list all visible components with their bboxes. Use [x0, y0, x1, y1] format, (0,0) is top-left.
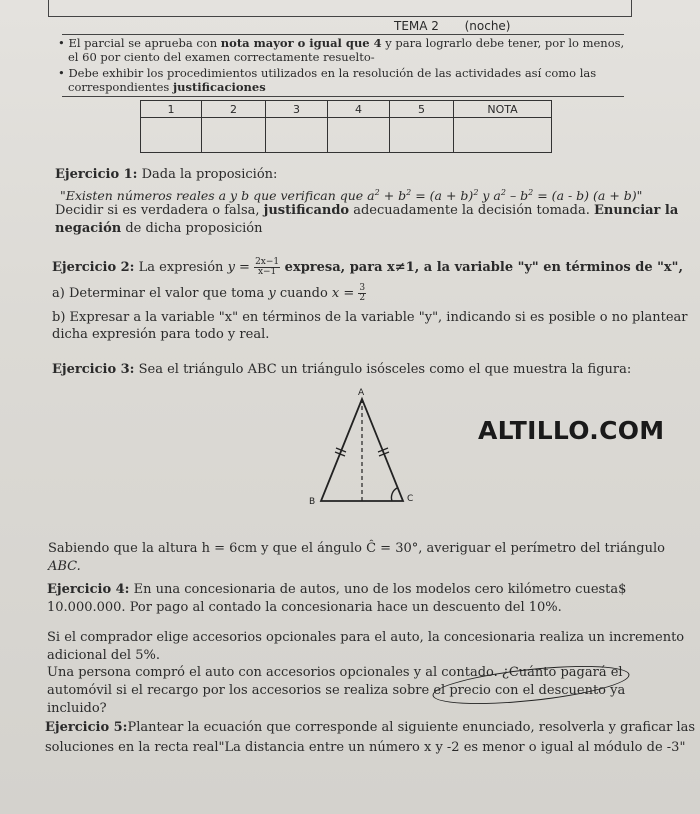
ej5-line2: soluciones en la recta real"La distancia entre un número x y -2 es menor o igual al módulo de -3" [45, 740, 686, 755]
ej3-question: Sabiendo que la altura h = 6cm y que el ángulo Ĉ = 30°, averiguar el perímetro del triángulo [48, 541, 665, 556]
grade-header-nota: NOTA [454, 101, 552, 118]
ej2-part-b-line2: dicha expresión para todo y real. [52, 327, 270, 342]
ej4-line5: Una persona compró el auto con accesorios opcionales y al contado. ¿Cuánto pagará el [47, 665, 623, 680]
ej4-heading: Ejercicio 4: En una concesionaria de autos, uno de los modelos cero kilómetro cuesta$ [47, 582, 627, 597]
ej4-line3: Si el comprador elige accesorios opcionales para el auto, la concesionaria realiza un incremento [47, 630, 685, 645]
altillo-watermark: ALTILLO.COM [478, 416, 665, 445]
header-divider [62, 34, 624, 35]
ej1-proposition: "Existen números reales a y b que verifican que $a^2 + b^2 = (a + b)^2$ y $a^2 - b^2 = (a - b) (a + b)$" [60, 188, 643, 204]
rules-divider [62, 96, 624, 97]
ej2-part-b-line1: b) Expresar a la variable "x" en términos de la variable "y", indicando si es posible o no plantear [52, 310, 688, 325]
rule-2: • Debe exhibir los procedimientos utilizados en la resolución de las actividades así como las [58, 66, 597, 80]
grade-cell [454, 118, 552, 153]
turno-label: (noche) [464, 19, 511, 33]
ej3-question-line2: ABC. [48, 559, 81, 574]
vertex-b-label: B [309, 497, 316, 507]
grade-header: 2 [202, 101, 266, 118]
grade-header: 4 [328, 101, 390, 118]
grade-cell [202, 118, 266, 153]
ej3-heading: Ejercicio 3: Sea el triángulo ABC un triángulo isósceles como el que muestra la figura: [52, 362, 632, 377]
grade-table [140, 100, 552, 153]
angle-c-arc [391, 488, 397, 501]
exam-header [394, 18, 511, 34]
vertex-c-label: C [407, 494, 414, 504]
tema-label: TEMA 2 [394, 19, 439, 33]
ej1-instruction: Decidir si es verdadera o falsa, justificando adecuadamente la decisión tomada. Enunciar la [55, 203, 679, 218]
grade-header: 5 [390, 101, 454, 118]
isosceles-triangle-figure [300, 385, 420, 510]
rule-1-line2: el 60 por ciento del examen correctamente resuelto- [68, 50, 375, 64]
ej4-line4: adicional del 5%. [47, 648, 160, 663]
ej2-part-a: a) Determinar el valor que toma y cuando x = $\frac{3}{2}$ [52, 283, 366, 303]
ej2-a-fraction: $\frac{3}{2}$ [359, 283, 366, 303]
ej4-line6: automóvil si el recargo por los accesorios se realiza sobre el precio con el descuento ya [47, 683, 626, 698]
grade-cell [328, 118, 390, 153]
grade-cell [390, 118, 454, 153]
vertex-a-label: A [358, 388, 365, 398]
grade-cell [141, 118, 202, 153]
ej2-fraction: $\frac{2x-1}{x-1}$ [255, 257, 280, 277]
grade-header: 1 [141, 101, 202, 118]
ej4-line2: 10.000.000. Por pago al contado la concesionaria hace un descuento del 10%. [47, 600, 562, 615]
ej2-heading: Ejercicio 2: La expresión y = $\frac{2x-1}{x-1}$ expresa, para x≠1, a la variable "y" en términos de "x", [52, 257, 683, 277]
rule-1: • El parcial se aprueba con nota mayor o igual que 4 y para lograrlo debe tener, por lo menos, [58, 36, 625, 50]
ej4-line7: incluido? [47, 701, 107, 716]
ej1-negation: negación de dicha proposición [55, 221, 263, 236]
grade-cell [266, 118, 328, 153]
ej1-heading: Ejercicio 1: Dada la proposición: [55, 167, 278, 182]
ej5-heading: Ejercicio 5:Plantear la ecuación que corresponde al siguiente enunciado, resolverla y graficar las [45, 720, 696, 735]
rule-2-line2: correspondientes justificaciones [68, 80, 266, 94]
grade-header: 3 [266, 101, 328, 118]
header-box [48, 0, 632, 17]
